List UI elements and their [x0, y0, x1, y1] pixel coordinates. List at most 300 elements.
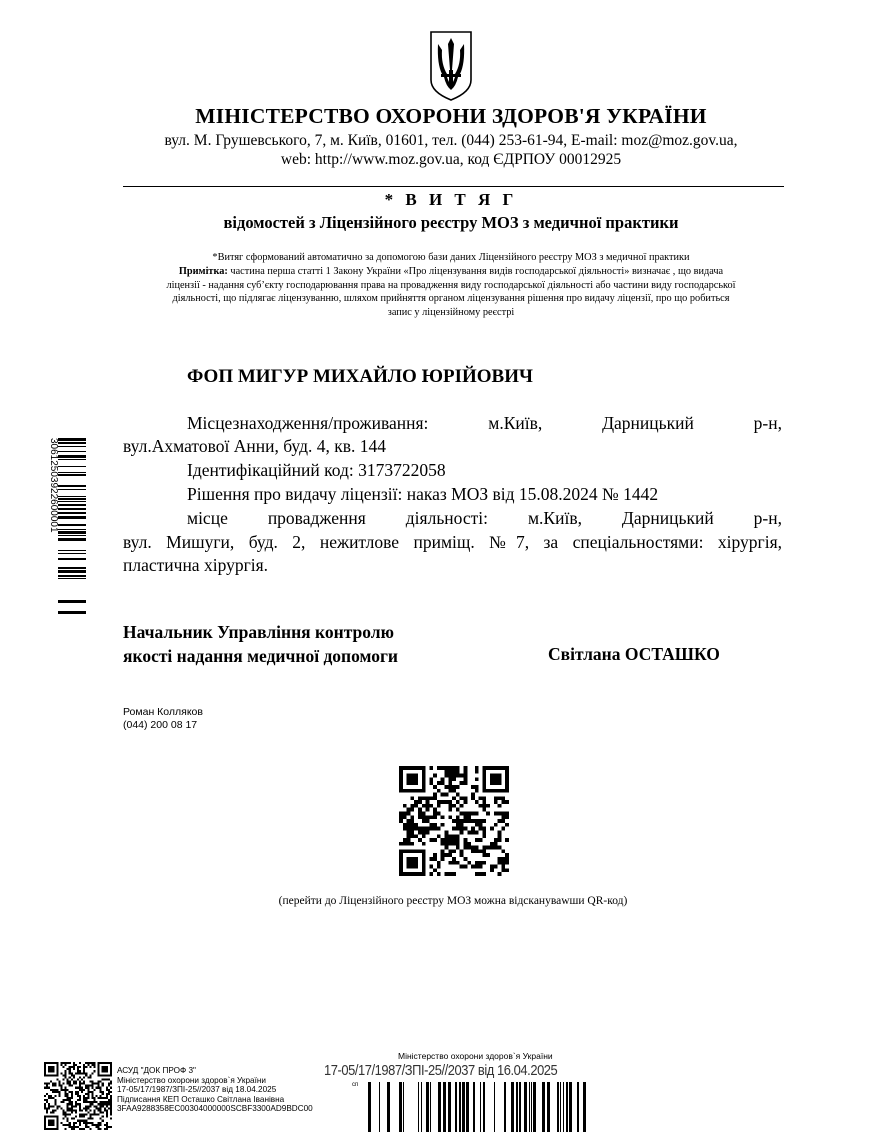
qr-module: [494, 838, 498, 842]
qr-module: [52, 1109, 54, 1111]
barcode-bar: [58, 550, 86, 551]
qr-module: [418, 815, 422, 819]
qr-module: [98, 1126, 100, 1128]
qr-module: [83, 1083, 85, 1085]
qr-module: [77, 1070, 79, 1072]
qr-module: [463, 812, 467, 816]
qr-module: [65, 1072, 67, 1074]
extract-title: * В И Т Я Г: [384, 190, 518, 209]
qr-module: [91, 1097, 93, 1099]
qr-module: [93, 1089, 95, 1091]
qr-module: [482, 834, 486, 838]
qr-module: [448, 872, 452, 876]
qr-module: [89, 1066, 91, 1068]
qr-module: [418, 827, 422, 831]
qr-module: [65, 1124, 67, 1126]
qr-module: [98, 1109, 100, 1111]
qr-module: [71, 1093, 73, 1095]
qr-module: [65, 1114, 67, 1116]
qr-module: [433, 812, 437, 816]
barcode-bar: [504, 1082, 506, 1132]
qr-finder: [44, 1062, 46, 1076]
qr-module: [89, 1116, 91, 1118]
qr-module: [48, 1103, 50, 1105]
barcode-bar: [58, 558, 86, 560]
qr-module: [67, 1062, 69, 1064]
qr-module: [403, 823, 407, 827]
qr-module: [460, 819, 464, 823]
licensee-name: ФОП МИГУР МИХАЙЛО ЮРІЙОВИЧ: [187, 366, 533, 387]
qr-module: [79, 1062, 81, 1064]
qr-module: [87, 1118, 89, 1120]
barcode-bar: [58, 531, 86, 534]
qr-module: [110, 1114, 112, 1116]
qr-module: [44, 1099, 46, 1101]
qr-module: [106, 1078, 108, 1080]
qr-module: [93, 1070, 95, 1072]
qr-module: [482, 819, 486, 823]
barcode-bar: [531, 1082, 532, 1132]
qr-module: [69, 1091, 71, 1093]
qr-module: [441, 838, 445, 842]
qr-module: [403, 812, 407, 816]
qr-module: [65, 1070, 67, 1072]
qr-module: [448, 853, 452, 857]
qr-module: [452, 766, 456, 770]
qr-module: [102, 1093, 104, 1095]
qr-module: [475, 861, 479, 865]
qr-module: [79, 1070, 81, 1072]
qr-module: [98, 1103, 100, 1105]
qr-module: [69, 1122, 71, 1124]
qr-module: [471, 830, 475, 834]
qr-module: [452, 849, 456, 853]
qr-module: [102, 1097, 104, 1099]
qr-module: [93, 1062, 95, 1064]
barcode-bar: [483, 1082, 485, 1132]
note-label: Примітка:: [178, 266, 228, 277]
qr-module: [429, 796, 433, 800]
barcode-bar: [426, 1082, 429, 1132]
qr-module: [100, 1101, 102, 1103]
qr-module: [56, 1091, 58, 1093]
qr-module: [452, 861, 456, 865]
qr-module: [403, 838, 407, 842]
qr-module: [67, 1095, 69, 1097]
qr-module: [475, 785, 479, 789]
qr-module: [463, 796, 467, 800]
qr-module: [69, 1114, 71, 1116]
barcode-bar: [58, 438, 86, 441]
qr-module: [65, 1062, 67, 1064]
qr-module: [91, 1095, 93, 1097]
qr-module: [482, 830, 486, 834]
licensee-id-code: Ідентифікаційний код: 3173722058: [187, 460, 446, 480]
qr-module: [490, 865, 494, 869]
qr-module: [44, 1103, 46, 1105]
qr-module: [448, 849, 452, 853]
qr-module: [50, 1081, 52, 1083]
qr-module: [463, 827, 467, 831]
qr-module: [54, 1095, 56, 1097]
qr-module: [471, 796, 475, 800]
qr-module: [429, 872, 433, 876]
qr-module: [79, 1124, 81, 1126]
qr-module: [79, 1103, 81, 1105]
qr-module: [73, 1068, 75, 1070]
qr-module: [448, 838, 452, 842]
qr-module: [448, 800, 452, 804]
qr-module: [67, 1099, 69, 1101]
qr-module: [399, 842, 403, 846]
qr-module: [87, 1111, 89, 1113]
qr-module: [426, 827, 430, 831]
qr-module: [467, 842, 471, 846]
qr-module: [433, 853, 437, 857]
qr-module: [445, 842, 449, 846]
qr-module: [91, 1122, 93, 1124]
qr-module: [83, 1070, 85, 1072]
qr-module: [498, 830, 502, 834]
qr-module: [65, 1089, 67, 1091]
qr-module: [403, 827, 407, 831]
barcode-bar: [455, 1082, 457, 1132]
qr-module: [65, 1128, 67, 1130]
qr-module: [422, 812, 426, 816]
qr-module: [498, 857, 502, 861]
qr-module: [108, 1101, 110, 1103]
qr-finder: [482, 789, 509, 793]
qr-module: [498, 796, 502, 800]
qr-module: [471, 849, 475, 853]
qr-module: [429, 865, 433, 869]
qr-module: [479, 872, 483, 876]
qr-module: [448, 766, 452, 770]
qr-module: [60, 1122, 62, 1124]
registration-ministry: Міністерство охорони здоров`я України: [398, 1051, 553, 1061]
qr-module: [85, 1109, 87, 1111]
qr-module: [494, 796, 498, 800]
qr-module: [475, 812, 479, 816]
qr-module: [104, 1078, 106, 1080]
qr-module: [67, 1097, 69, 1099]
qr-module: [71, 1109, 73, 1111]
qr-module: [67, 1124, 69, 1126]
qr-module: [422, 815, 426, 819]
qr-module: [69, 1097, 71, 1099]
qr-module: [467, 861, 471, 865]
qr-module: [475, 838, 479, 842]
qr-module: [54, 1083, 56, 1085]
qr-module: [102, 1083, 104, 1085]
qr-module: [418, 808, 422, 812]
qr-finder: [407, 774, 418, 785]
qr-module: [110, 1118, 112, 1120]
qr-module: [505, 823, 509, 827]
qr-module: [67, 1107, 69, 1109]
qr-module: [58, 1091, 60, 1093]
qr-module: [75, 1072, 77, 1074]
qr-module: [60, 1089, 62, 1091]
qr-module: [414, 827, 418, 831]
qr-module: [433, 808, 437, 812]
ministry-title: МІНІСТЕРСТВО ОХОРОНИ ЗДОРОВ'Я УКРАЇНИ: [195, 104, 707, 128]
qr-module: [89, 1085, 91, 1087]
qr-module: [52, 1085, 54, 1087]
qr-module: [100, 1097, 102, 1099]
qr-module: [87, 1091, 89, 1093]
qr-module: [93, 1111, 95, 1113]
qr-module: [403, 842, 407, 846]
qr-module: [81, 1087, 83, 1089]
qr-module: [437, 789, 441, 793]
qr-module: [448, 785, 452, 789]
qr-module: [471, 819, 475, 823]
qr-module: [463, 842, 467, 846]
qr-module: [433, 796, 437, 800]
barcode-bar: [58, 538, 86, 541]
qr-finder: [44, 1128, 58, 1130]
qr-module: [414, 800, 418, 804]
qr-module: [98, 1081, 100, 1083]
note-text: частина перша статті 1 Закону України «Про ліцензування видів господарської діяльності» визначає , що видача: [227, 266, 724, 277]
qr-module: [65, 1111, 67, 1113]
qr-module: [433, 827, 437, 831]
qr-module: [452, 774, 456, 778]
qr-module: [71, 1103, 73, 1105]
qr-module: [426, 808, 430, 812]
qr-module: [98, 1107, 100, 1109]
registry-qr-code[interactable]: [398, 766, 510, 876]
qr-module: [75, 1064, 77, 1066]
qr-module: [75, 1101, 77, 1103]
qr-module: [81, 1116, 83, 1118]
qr-module: [71, 1128, 73, 1130]
barcode-bar: [58, 485, 86, 487]
barcode-bar: [58, 575, 86, 577]
barcode-bar: [379, 1082, 380, 1132]
qr-module: [56, 1078, 58, 1080]
qr-module: [46, 1107, 48, 1109]
qr-finder: [399, 849, 403, 876]
qr-module: [108, 1103, 110, 1105]
qr-module: [79, 1128, 81, 1130]
qr-module: [54, 1099, 56, 1101]
qr-module: [441, 849, 445, 853]
qr-module: [501, 819, 505, 823]
qr-module: [65, 1064, 67, 1066]
qr-module: [418, 830, 422, 834]
qr-module: [433, 785, 437, 789]
qr-module: [448, 789, 452, 793]
qr-module: [67, 1103, 69, 1105]
qr-module: [456, 861, 460, 865]
qr-module: [505, 838, 509, 842]
qr-module: [85, 1122, 87, 1124]
qr-module: [48, 1083, 50, 1085]
qr-finder: [102, 1066, 108, 1072]
qr-module: [104, 1124, 106, 1126]
qr-module: [83, 1128, 85, 1130]
qr-module: [89, 1101, 91, 1103]
qr-module: [106, 1103, 108, 1105]
side-barcode-number: 30612503922600001: [48, 438, 59, 533]
signer-position-line: якості надання медичної допомоги: [123, 646, 399, 666]
qr-module: [410, 808, 414, 812]
qr-module: [448, 815, 452, 819]
qr-module: [96, 1126, 98, 1128]
barcode-bar: [577, 1082, 579, 1132]
qr-module: [463, 766, 467, 770]
qr-module: [89, 1076, 91, 1078]
qr-module: [463, 777, 467, 781]
qr-finder: [407, 857, 418, 868]
qr-finder: [422, 766, 426, 793]
qr-module: [79, 1105, 81, 1107]
qr-module: [75, 1126, 77, 1128]
qr-module: [54, 1091, 56, 1093]
qr-module: [89, 1103, 91, 1105]
qr-module: [79, 1095, 81, 1097]
qr-module: [93, 1099, 95, 1101]
qr-module: [79, 1085, 81, 1087]
qr-module: [102, 1105, 104, 1107]
qr-module: [475, 770, 479, 774]
qr-module: [110, 1099, 112, 1101]
qr-module: [498, 838, 502, 842]
qr-module: [445, 770, 449, 774]
qr-module: [106, 1111, 108, 1113]
qr-module: [407, 830, 411, 834]
qr-module: [79, 1099, 81, 1101]
qr-finder: [482, 766, 486, 793]
qr-module: [445, 830, 449, 834]
qr-module: [85, 1066, 87, 1068]
qr-module: [471, 846, 475, 850]
qr-module: [437, 804, 441, 808]
qr-module: [445, 766, 449, 770]
qr-module: [498, 804, 502, 808]
qr-module: [73, 1124, 75, 1126]
barcode-bar: [563, 1082, 564, 1132]
qr-module: [110, 1087, 112, 1089]
qr-module: [79, 1076, 81, 1078]
qr-module: [448, 861, 452, 865]
qr-module: [77, 1120, 79, 1122]
qr-module: [494, 842, 498, 846]
qr-module: [106, 1124, 108, 1126]
qr-module: [410, 830, 414, 834]
qr-module: [79, 1120, 81, 1122]
barcode-bar: [58, 512, 86, 514]
barcode-bar: [542, 1082, 545, 1132]
qr-module: [433, 815, 437, 819]
qr-module: [441, 815, 445, 819]
qr-module: [426, 800, 430, 804]
qr-finder: [48, 1066, 54, 1072]
qr-module: [93, 1105, 95, 1107]
qr-module: [108, 1085, 110, 1087]
qr-module: [106, 1101, 108, 1103]
barcode-bar: [58, 501, 86, 502]
qr-module: [471, 785, 475, 789]
qr-module: [81, 1072, 83, 1074]
qr-module: [83, 1120, 85, 1122]
qr-finder: [399, 872, 426, 876]
qr-module: [65, 1095, 67, 1097]
qr-module: [501, 849, 505, 853]
qr-module: [87, 1076, 89, 1078]
barcode-bar: [480, 1082, 481, 1132]
barcode-bar: [399, 1082, 402, 1132]
qr-module: [104, 1097, 106, 1099]
qr-finder: [44, 1116, 46, 1130]
qr-finder: [98, 1062, 100, 1076]
qr-module: [87, 1107, 89, 1109]
qr-module: [441, 823, 445, 827]
qr-module: [498, 812, 502, 816]
qr-module: [437, 834, 441, 838]
qr-module: [441, 781, 445, 785]
qr-module: [410, 827, 414, 831]
qr-module: [73, 1076, 75, 1078]
qr-module: [91, 1083, 93, 1085]
qr-module: [106, 1114, 108, 1116]
qr-module: [75, 1122, 77, 1124]
qr-module: [418, 812, 422, 816]
ministry-web: web: http://www.moz.gov.ua, код ЄДРПОУ 00012925: [280, 151, 622, 168]
qr-module: [85, 1087, 87, 1089]
qr-module: [65, 1099, 67, 1101]
qr-finder: [422, 849, 426, 876]
qr-module: [448, 781, 452, 785]
qr-module: [498, 861, 502, 865]
qr-module: [475, 872, 479, 876]
qr-module: [448, 774, 452, 778]
qr-module: [482, 849, 486, 853]
qr-module: [106, 1105, 108, 1107]
qr-module: [422, 819, 426, 823]
qr-module: [48, 1107, 50, 1109]
barcode-bar: [466, 1082, 469, 1132]
qr-module: [456, 819, 460, 823]
qr-module: [426, 819, 430, 823]
barcode-bar: [533, 1082, 536, 1132]
barcode-bar: [58, 535, 86, 536]
qr-module: [60, 1072, 62, 1074]
qr-module: [79, 1116, 81, 1118]
qr-module: [73, 1105, 75, 1107]
qr-module: [60, 1064, 62, 1066]
qr-module: [69, 1076, 71, 1078]
qr-module: [445, 785, 449, 789]
qr-module: [414, 834, 418, 838]
qr-module: [460, 796, 464, 800]
qr-module: [71, 1101, 73, 1103]
qr-module: [418, 838, 422, 842]
qr-module: [87, 1064, 89, 1066]
qr-module: [445, 793, 449, 797]
qr-module: [407, 823, 411, 827]
qr-module: [429, 827, 433, 831]
qr-module: [85, 1074, 87, 1076]
extract-note-line: ліцензії - надання суб’єкту господарювання права на провадження виду господарської діяльності або частини виду господарської: [166, 280, 736, 291]
qr-module: [44, 1107, 46, 1109]
qr-module: [422, 842, 426, 846]
qr-module: [73, 1083, 75, 1085]
qr-module: [456, 770, 460, 774]
qr-module: [463, 800, 467, 804]
